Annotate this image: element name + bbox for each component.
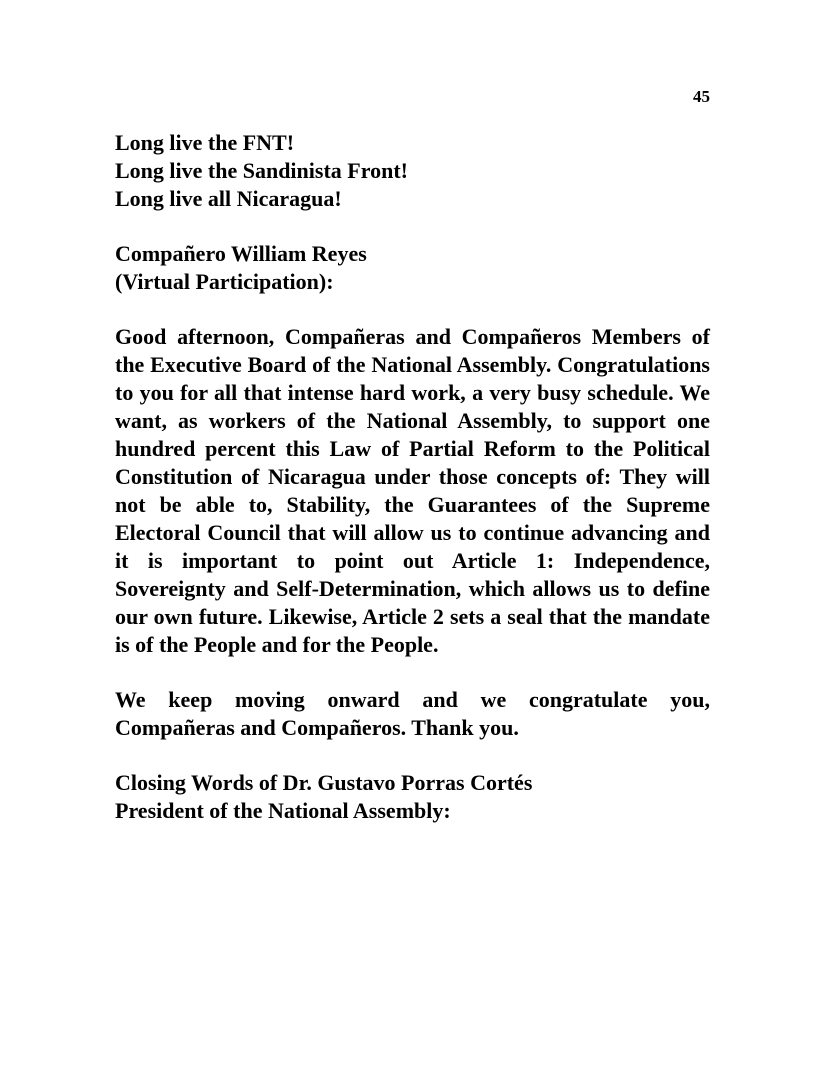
closing-section-subtitle: President of the National Assembly: (115, 798, 451, 823)
document-body (115, 129, 710, 825)
cheer-line: Long live the FNT! (115, 130, 295, 155)
speech-paragraph: We keep moving onward and we congratulate you, Compañeras and Compañeros. Thank you. (115, 687, 710, 740)
cheer-line: Long live all Nicaragua! (115, 186, 342, 211)
closing-section-title: Closing Words of Dr. Gustavo Porras Cortés (115, 770, 533, 795)
closing-cheers (115, 129, 710, 213)
cheer-line: Long live the Sandinista Front! (115, 158, 408, 183)
speaker-heading (115, 240, 710, 296)
speaker-name: Compañero William Reyes (115, 241, 367, 266)
page-number: 45 (693, 87, 710, 106)
closing-section-heading (115, 769, 710, 825)
speaker-participation-note: (Virtual Participation): (115, 269, 334, 294)
speech-paragraph: Good afternoon, Compañeras and Compañeros Members of the Executive Board of the National Assembly. Congratulations to you for all that intense hard work, a very busy schedule. We want, as workers of the National Assembly, to support one hundred percent this Law of Partial Reform to the Political Constitution of Nicaragua under those concepts of: They will not be able to, Stability, the Guarantees of the Supreme Electoral Council that will allow us to continue advancing and it is important to point out Article 1: Independence, Sovereignty and Self-Determination, which allows us to define our own future. Likewise, Article 2 sets a seal that the mandate is of the People and for the People. (115, 324, 710, 657)
